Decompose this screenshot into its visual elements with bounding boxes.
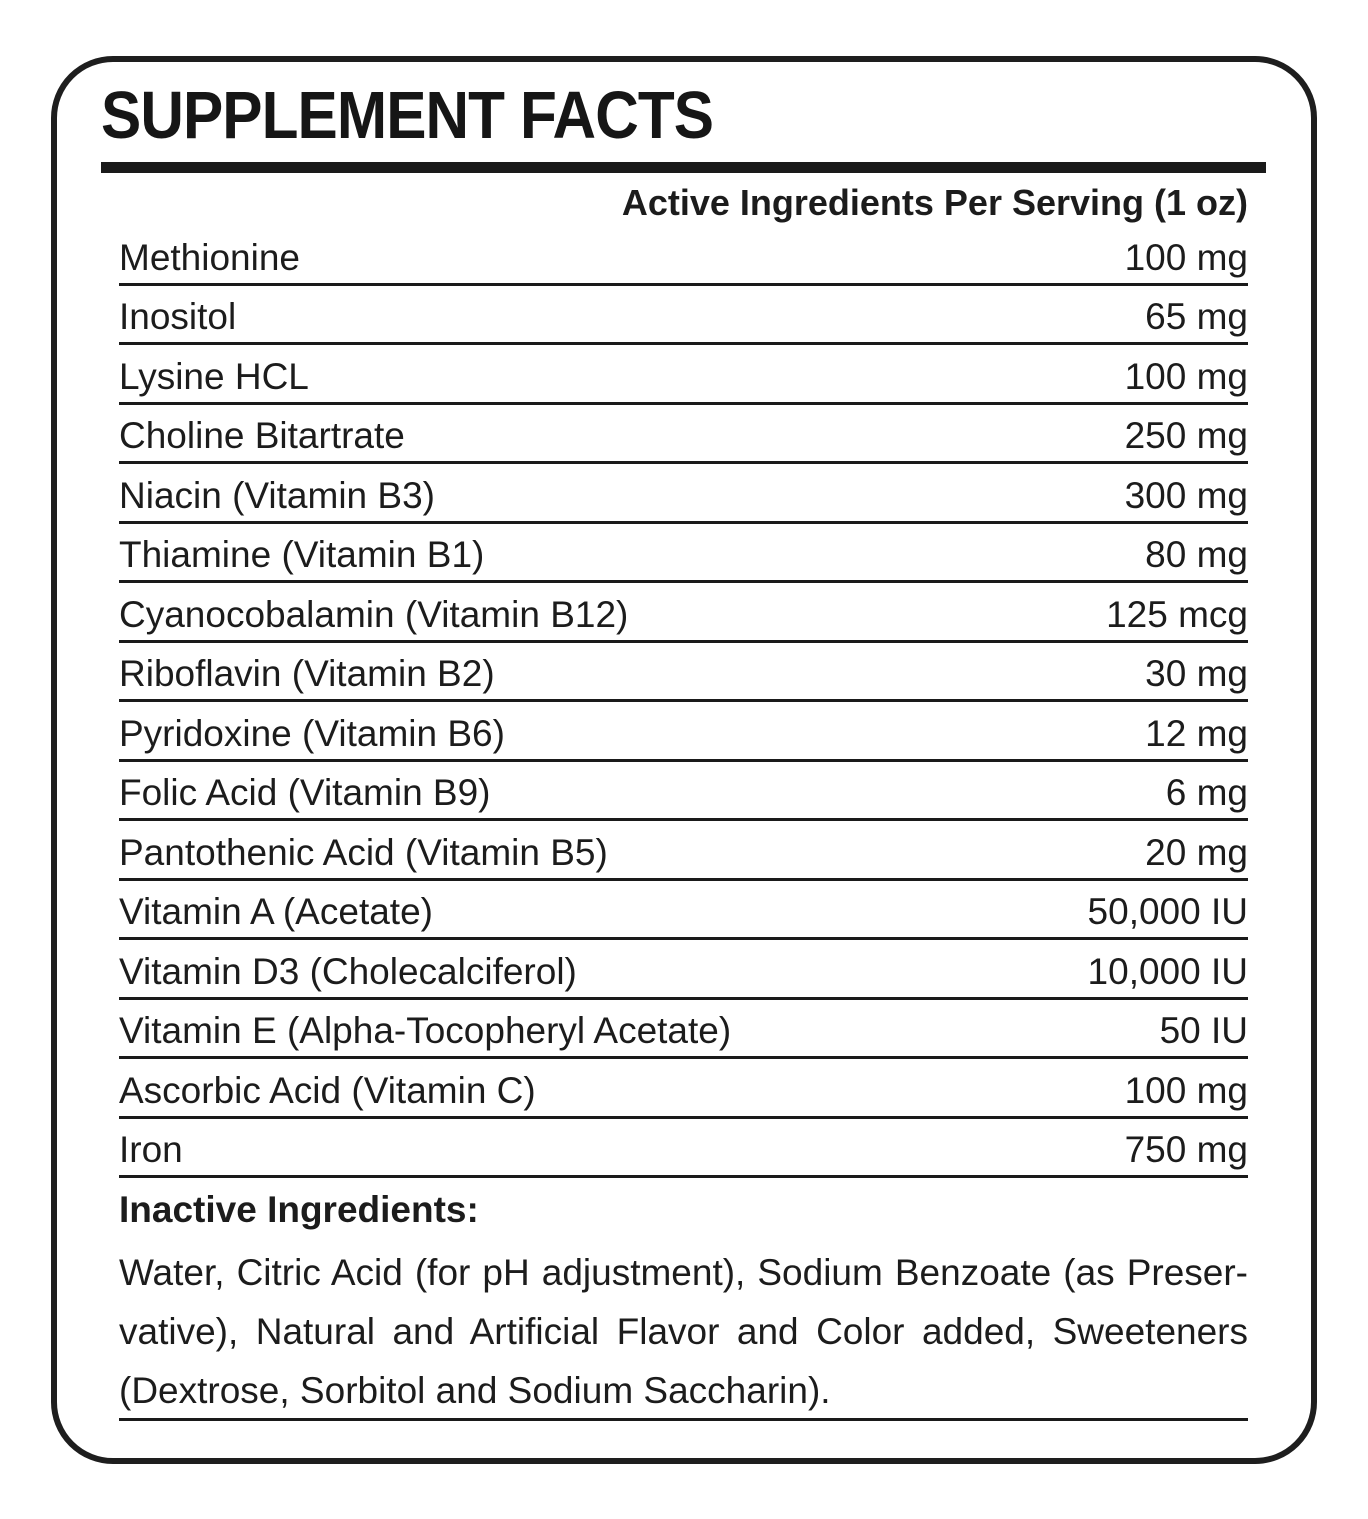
ingredient-name: Niacin (Vitamin B3): [119, 474, 435, 516]
ingredient-name: Cyanocobalamin (Vitamin B12): [119, 593, 629, 635]
ingredient-amount: 125 mcg: [1106, 593, 1248, 635]
ingredient-name: Vitamin A (Acetate): [119, 891, 433, 932]
ingredient-amount: 80 mg: [1145, 534, 1248, 575]
ingredient-amount: 300 mg: [1124, 474, 1248, 516]
ingredient-name: Thiamine (Vitamin B1): [119, 534, 485, 575]
ingredient-amount: 12 mg: [1145, 712, 1248, 754]
ingredient-row: [119, 702, 1248, 762]
ingredient-name: Iron: [119, 1129, 183, 1170]
ingredient-row: [119, 821, 1248, 881]
ingredient-name: Inositol: [119, 296, 237, 337]
ingredient-name: Riboflavin (Vitamin B2): [119, 653, 495, 694]
ingredient-row: [119, 405, 1248, 465]
ingredient-row: [119, 345, 1248, 405]
ingredient-name: Lysine HCL: [119, 355, 309, 397]
ingredient-row: [119, 1000, 1248, 1060]
title-divider: [101, 162, 1266, 173]
ingredient-row: [119, 643, 1248, 703]
ingredient-row: [119, 226, 1248, 286]
panel-title: SUPPLEMENT FACTS: [101, 78, 714, 153]
serving-header: Active Ingredients Per Serving (1 oz): [621, 182, 1248, 223]
ingredient-row: [119, 583, 1248, 643]
inactive-ingredients-heading: Inactive Ingredients:: [119, 1189, 479, 1230]
ingredient-name: Folic Acid (Vitamin B9): [119, 772, 491, 813]
ingredient-name: Vitamin E (Alpha-Tocopheryl Acetate): [119, 1010, 732, 1051]
ingredient-row: [119, 881, 1248, 941]
ingredient-table: [119, 226, 1248, 1178]
ingredient-amount: 50,000 IU: [1087, 891, 1248, 932]
ingredient-amount: 20 mg: [1145, 831, 1248, 873]
ingredient-name: Pyridoxine (Vitamin B6): [119, 712, 505, 754]
ingredient-name: Methionine: [119, 236, 301, 278]
ingredient-row: [119, 940, 1248, 1000]
ingredient-amount: 100 mg: [1124, 355, 1248, 397]
ingredient-name: Ascorbic Acid (Vitamin C): [119, 1069, 536, 1111]
ingredient-name: Pantothenic Acid (Vitamin B5): [119, 831, 608, 873]
inactive-ingredients-text: Water, Citric Acid (for pH adjustment), Sodium Benzoate (as Preser-vative), Natural and Artificial Flavor and Color added, Sweeteners (Dextrose, Sorbitol and Sodium Saccharin).: [119, 1252, 1248, 1411]
ingredient-amount: 50 IU: [1159, 1010, 1248, 1051]
ingredient-row: [119, 464, 1248, 524]
ingredient-row: [119, 1059, 1248, 1119]
ingredient-amount: 30 mg: [1145, 653, 1248, 694]
ingredient-amount: 100 mg: [1124, 1069, 1248, 1111]
bottom-divider: [119, 1418, 1248, 1421]
ingredient-row: [119, 286, 1248, 346]
ingredient-name: Vitamin D3 (Cholecalciferol): [119, 950, 577, 992]
ingredient-amount: 250 mg: [1124, 415, 1248, 456]
ingredient-row: [119, 762, 1248, 822]
ingredient-amount: 65 mg: [1145, 296, 1248, 337]
ingredient-amount: 6 mg: [1165, 772, 1248, 813]
ingredient-amount: 10,000 IU: [1087, 950, 1248, 992]
ingredient-row: [119, 524, 1248, 584]
ingredient-name: Choline Bitartrate: [119, 415, 405, 456]
ingredient-row: [119, 1119, 1248, 1179]
ingredient-amount: 100 mg: [1124, 236, 1248, 278]
ingredient-amount: 750 mg: [1124, 1129, 1248, 1170]
